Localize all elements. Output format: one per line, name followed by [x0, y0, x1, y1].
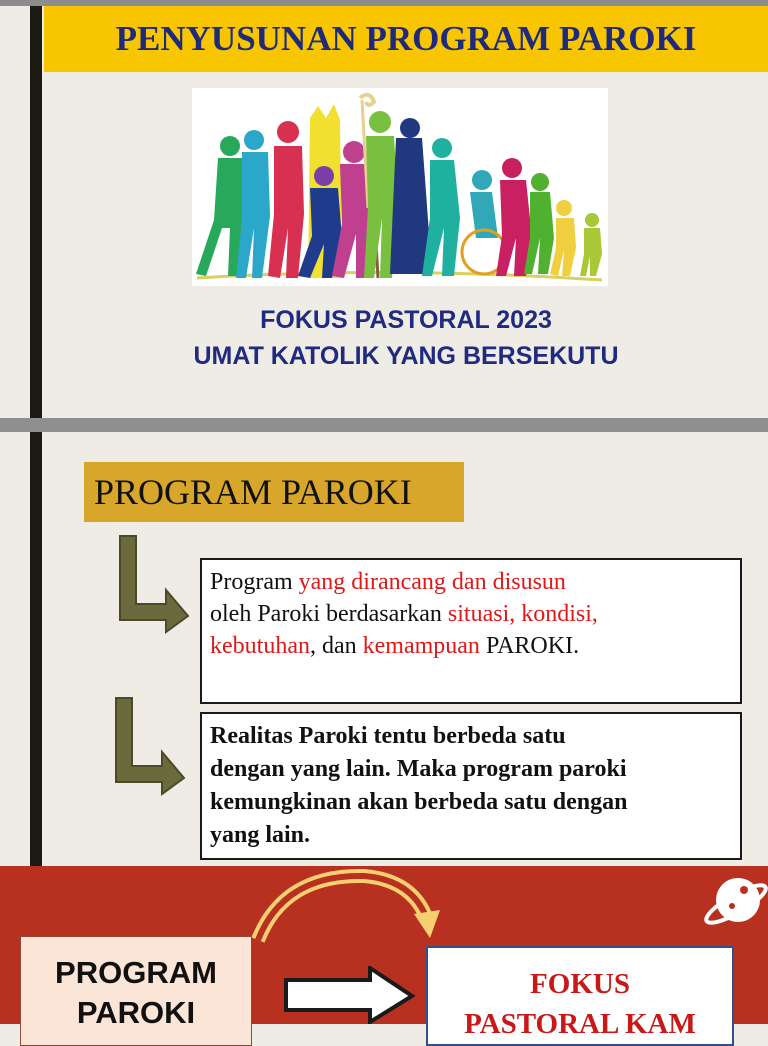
definition-line-3: [210, 630, 732, 662]
bent-arrow-icon: [108, 532, 192, 636]
program-definition-box: [200, 558, 742, 704]
subtitle-line-1: FOKUS PASTORAL 2023: [260, 306, 552, 334]
realitas-line-2: dengan yang lain. Maka program paroki: [210, 756, 627, 782]
definition-line-1: [210, 566, 732, 598]
slide-1: [0, 0, 768, 420]
text-highlight-kemampuan: kemampuan: [362, 633, 480, 659]
people-procession-icon: [192, 88, 608, 286]
text-dan: , dan: [309, 633, 363, 659]
text-highlight-dirancang: yang dirancang dan disusun: [298, 569, 566, 595]
text-highlight-situasi: situasi, kondisi,: [447, 601, 598, 627]
fokus-line-1: FOKUS: [530, 968, 630, 1000]
bent-arrow-icon: [104, 694, 188, 798]
people-illustration: [192, 88, 608, 286]
text-paroki: PAROKI.: [479, 633, 580, 659]
text-program: Program: [210, 569, 299, 595]
text-oleh-paroki: oleh Paroki berdasarkan: [210, 601, 448, 627]
page-title: PENYUSUNAN PROGRAM PAROKI: [115, 19, 697, 58]
text-highlight-kebutuhan: kebutuhan: [210, 633, 310, 659]
program-paroki-line-1: PROGRAM: [55, 955, 217, 990]
realitas-box: [200, 712, 742, 860]
right-arrow-icon: [282, 966, 416, 1024]
program-paroki-line-2: PAROKI: [76, 995, 196, 1030]
realitas-line-1: Realitas Paroki tentu berbeda satu: [210, 723, 566, 749]
fokus-line-2: PASTORAL KAM: [464, 1008, 696, 1040]
slide-divider: [0, 418, 768, 432]
program-paroki-box: [20, 936, 252, 1046]
curved-arrow-icon: [244, 866, 444, 946]
fokus-pastoral-box: [426, 946, 734, 1046]
program-paroki-label: PROGRAM PAROKI: [84, 462, 464, 522]
realitas-line-4: yang lain.: [210, 822, 311, 848]
definition-line-2: [210, 598, 732, 630]
slide-left-bar: [30, 432, 42, 866]
title-band: [44, 6, 768, 72]
subtitle-line-2: UMAT KATOLIK YANG BERSEKUTU: [193, 342, 619, 370]
planet-icon: [700, 866, 768, 938]
slide-left-bar: [30, 6, 42, 418]
realitas-line-3: kemungkinan akan berbeda satu dengan: [210, 789, 628, 815]
